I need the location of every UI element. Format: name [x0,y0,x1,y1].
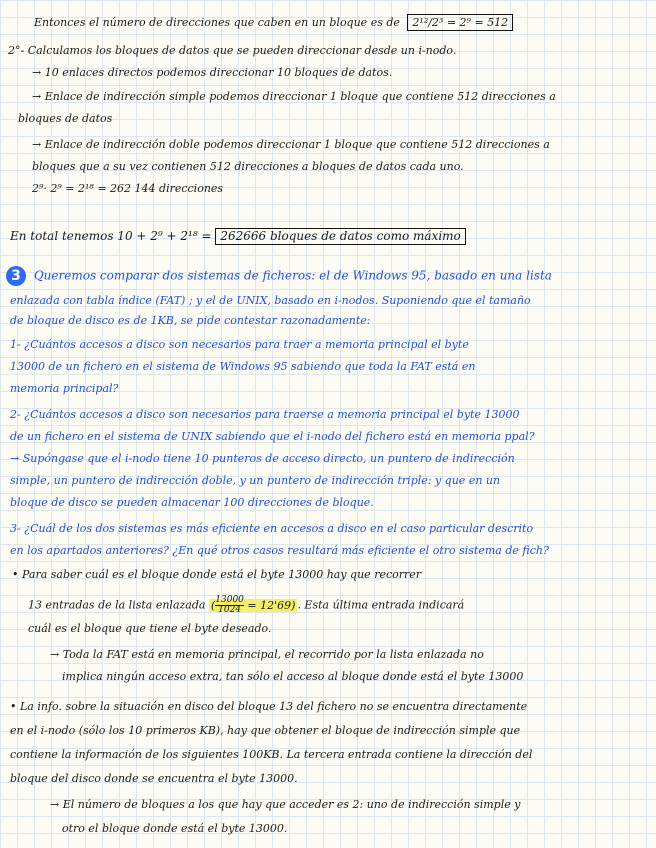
question-2-line-4: simple, un puntero de indirección doble, y un puntero de indirección triple: y que en un [10,474,501,487]
step-2-heading: 2°- Calculamos los bloques de datos que se pueden direccionar desde un i-nodo. [8,44,457,57]
answer-2-line-1: • La info. sobre la situación en disco del bloque 13 del fichero no se encuentra directamente [10,700,528,713]
total-prefix: En total tenemos 10 + 2⁹ + 2¹⁸ = [10,229,212,243]
exercise-number-badge: 3 [6,266,26,286]
text: Queremos comparar dos sistemas de ficheros: el de Windows 95, basado en una lista [33,268,552,283]
line-addresses-per-block [34,14,513,31]
answer-1-line-3: cuál es el bloque que tiene el byte deseado. [28,622,272,635]
highlighted-calculation: ( $\frac{13000}{1024}$ = 12'69) [210,595,296,615]
answer-1-line-5: implica ningún acceso extra, tan sólo el acceso al bloque donde está el byte 13000 [62,670,524,683]
answer-2-line-6: otro el bloque donde está el byte 13000. [62,822,288,835]
intro-line-2: enlazada con tabla índice (FAT) ; y el de UNIX, basado en i-nodos. Suponiendo que el tamaño [10,294,531,307]
double-indirection-line: → Enlace de indirección doble podemos direccionar 1 bloque que contiene 512 direcciones a [32,138,550,151]
exercise-3-intro [6,266,552,286]
text: 13 entradas de la lista enlazada [28,598,206,612]
text: . Esta última entrada indicará [297,598,465,612]
simple-indirection-cont: bloques de datos [18,112,113,125]
fraction-denominator: 1024 [218,605,242,615]
fraction-numerator: 13000 [215,595,244,605]
question-1-line-2: 13000 de un fichero en el sistema de Windows 95 sabiendo que toda la FAT está en [10,360,476,373]
question-1-line-1: 1- ¿Cuántos accesos a disco son necesarios para traer a memoria principal el byte [10,338,469,351]
question-3-line-1: 3- ¿Cuál de los dos sistemas es más eficiente en accesos a disco en el caso particular descrito [10,522,534,535]
fraction [215,596,244,615]
question-2-line-2: de un fichero en el sistema de UNIX sabiendo que el i-nodo del fichero está en memoria ppal? [10,430,535,443]
intro-line-3: de bloque de disco es de 1KB, se pide contestar razonadamente: [10,314,371,327]
answer-1-line-2 [28,596,464,615]
question-1-line-3: memoria principal? [10,382,119,395]
answer-2-line-4: bloque del disco donde se encuentra el byte 13000. [10,772,298,785]
direct-links-line: → 10 enlaces directos podemos direccionar 10 bloques de datos. [32,66,393,79]
total-boxed-result: 262666 bloques de datos como máximo [215,228,465,245]
answer-2-line-2: en el i-nodo (sólo los 10 primeros KB), hay que obtener el bloque de indirección simple que [10,724,521,737]
text: Entonces el número de direcciones que caben en un bloque es de [34,16,400,29]
total-line [10,228,466,245]
boxed-result: 2¹²/2³ = 2⁹ = 512 [407,14,513,31]
answer-2-line-3: contiene la información de los siguientes 100KB. La tercera entrada contiene la dirección del [10,748,533,761]
question-3-line-2: en los apartados anteriores? ¿En qué otros casos resultará más eficiente el otro sistema de fich? [10,544,549,557]
double-indirection-cont: bloques que a su vez contienen 512 direcciones a bloques de datos cada uno. [32,160,464,173]
power-calculation: 2⁹· 2⁹ = 2¹⁸ = 262 144 direcciones [32,182,224,195]
question-2-line-3: → Supóngase que el i-nodo tiene 10 punteros de acceso directo, un puntero de indirección [10,452,515,465]
answer-2-line-5: → El número de bloques a los que hay que acceder es 2: uno de indirección simple y [50,798,521,811]
question-2-line-1: 2- ¿Cuántos accesos a disco son necesarios para traerse a memoria principal el byte 13000 [10,408,520,421]
simple-indirection-line: → Enlace de indirección simple podemos direccionar 1 bloque que contiene 512 direcciones a [32,90,556,103]
answer-1-line-1: • Para saber cuál es el bloque donde está el byte 13000 hay que recorrer [12,568,422,581]
division-result: = 12'69 [247,598,292,612]
question-2-line-5: bloque de disco se pueden almacenar 100 direcciones de bloque. [10,496,374,509]
answer-1-line-4: → Toda la FAT está en memoria principal, el recorrido por la lista enlazada no [50,648,484,661]
